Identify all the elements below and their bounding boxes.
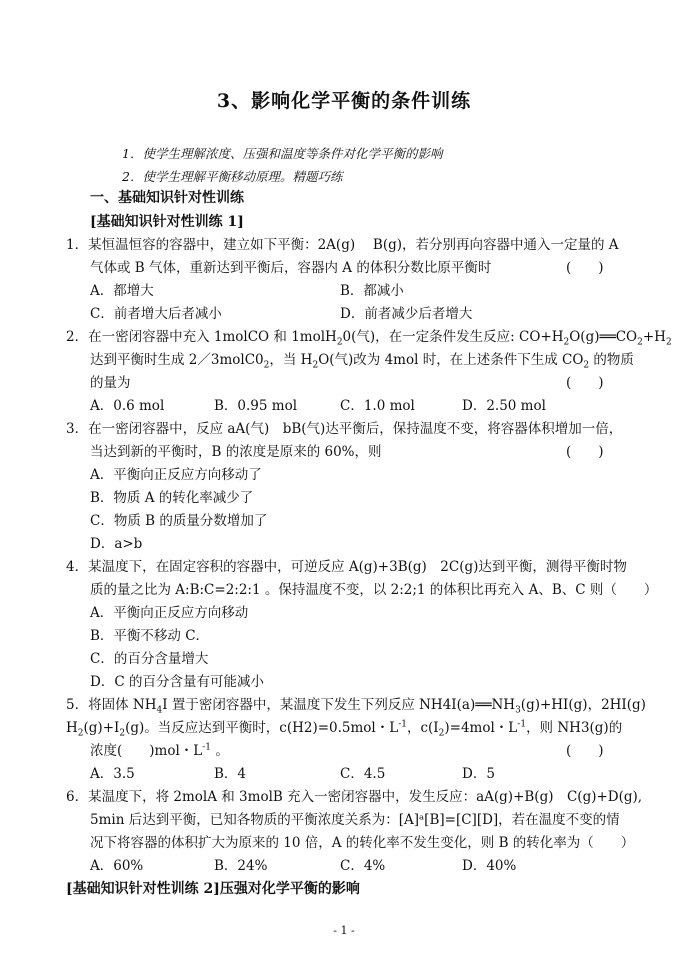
q4-option-b: B．平衡不移动 C． xyxy=(90,628,210,644)
q2-line-2: 达到平衡时生成 $2/3molC0_2$，当 $H_2O$(气)改为 4mol 时，在上述条件下生成 $CO_2$ 的物质 xyxy=(90,352,634,371)
objective-2: 2．使学生理解平衡移动原理。精题巧练 xyxy=(122,169,343,184)
q1-answer-blank: ( ) xyxy=(566,260,604,276)
q1-option-b: B．都减小 xyxy=(340,283,404,299)
q6-option-d: D．40% xyxy=(462,858,517,874)
q5-line-2: $H_2(g)+I_2(g)$。当反应达到平衡时，c(H2)=0.5mol・$L^{-1}$，$c(I_2)=4mol$・$L^{-1}$，则 NH3(g)的 xyxy=(66,719,623,739)
q6-line-2: 5min 后达到平衡，已知各物质的平衡浓度关系为：[A]ᵃ[B]=[C][D]，若在温度不变的情 xyxy=(90,812,620,828)
q2-option-b: B．0.95 mol xyxy=(214,398,298,414)
q2-line-1: 2．在一密闭容器中充入 1molCO 和 1molH$_2$0(气)，在一定条件发生反应: $CO+H_2O(g)══CO_2+H_2$ xyxy=(66,329,672,348)
q2-option-c: C．1.0 mol xyxy=(340,398,415,414)
q5-option-c: C．4.5 xyxy=(340,766,386,782)
q4-line-2: 质的量之比为 A:B:C=2:2:1 。保持温度不变，以 2:2;1 的体积比再充入 A、B、C 则（ ） xyxy=(90,582,658,598)
q6-line-1: 6．某温度下，将 2molA 和 3molB 充入一密闭容器中，发生反应：aA(g)+B(g) C(g)+D(g), xyxy=(66,789,643,805)
q1-line-2: 气体或 B 气体，重新达到平衡后，容器内 A 的体积分数比原平衡时 xyxy=(90,260,492,276)
q3-option-a: A．平衡向正反应方向移动了 xyxy=(90,467,262,483)
q6-option-a: A．60% xyxy=(90,858,144,874)
q5-option-d: D．5 xyxy=(462,766,495,782)
subsection-heading-2: [基础知识针对性训练 2]压强对化学平衡的影响 xyxy=(66,881,360,897)
q1-line-1: 1．某恒温恒容的容器中，建立如下平衡：2A(g) B(g)，若分别再向容器中通入一定量的 A xyxy=(66,237,619,253)
subsection-heading-1: [基础知识针对性训练 1] xyxy=(90,214,244,230)
q6-option-c: C．4% xyxy=(340,858,386,874)
q5-line-3: 浓度( )mol・$L^{-1}$ 。 xyxy=(90,742,229,759)
section-heading: 一、基础知识针对性训练 xyxy=(90,190,244,206)
q1-option-c: C．前者增大后者减小 xyxy=(90,306,222,322)
q1-option-d: D．前者减少后者增大 xyxy=(340,306,473,322)
q2-line-3: 的量为 xyxy=(90,375,131,391)
q3-option-c: C．物质 B 的质量分数增加了 xyxy=(90,513,268,529)
q3-answer-blank: ( ) xyxy=(566,444,604,460)
q2-option-a: A．0.6 mol xyxy=(90,398,165,414)
q2-answer-blank: ( ) xyxy=(566,375,604,391)
page-title: 3、影响化学平衡的条件训练 xyxy=(216,90,472,112)
q4-option-c: C．的百分含量增大 xyxy=(90,651,209,667)
q4-line-1: 4．某温度下，在固定容积的容器中，可逆反应 A(g)+3B(g) 2C(g)达到平衡，测得平衡时物 xyxy=(66,559,627,575)
q4-option-a: A．平衡向正反应方向移动 xyxy=(90,605,249,621)
q3-option-d: D．a>b xyxy=(90,536,143,552)
q3-line-2: 当达到新的平衡时，B 的浓度是原来的 60%，则 xyxy=(90,444,382,460)
page-number: - 1 - xyxy=(333,924,355,937)
q3-line-1: 3．在一密闭容器中，反应 aA(气) bB(气)达平衡后，保持温度不变，将容器体积增加一倍， xyxy=(66,421,623,437)
q2-option-d: D．2.50 mol xyxy=(462,398,546,414)
q4-option-d: D．C 的百分含量有可能减小 xyxy=(90,674,264,690)
q5-line-1: 5．将固体 $NH_4I$ 置于密闭容器中，某温度下发生下列反应 $NH4I(a)══NH_3(g)+HI(g)$，2HI(g) xyxy=(66,697,646,716)
q5-option-a: A．3.5 xyxy=(90,766,135,782)
q6-option-b: B．24% xyxy=(214,858,268,874)
q5-answer-blank: ( ) xyxy=(566,743,604,759)
q3-option-b: B．物质 A 的转化率减少了 xyxy=(90,490,254,506)
objective-1: 1．使学生理解浓度、压强和温度等条件对化学平衡的影响 xyxy=(122,146,443,161)
q1-option-a: A．都增大 xyxy=(90,283,154,299)
q6-line-3: 况下将容器的体积扩大为原来的 10 倍，A 的转化率不发生变化，则 B 的转化率为（ ） xyxy=(90,835,635,851)
q5-option-b: B．4 xyxy=(214,766,247,782)
